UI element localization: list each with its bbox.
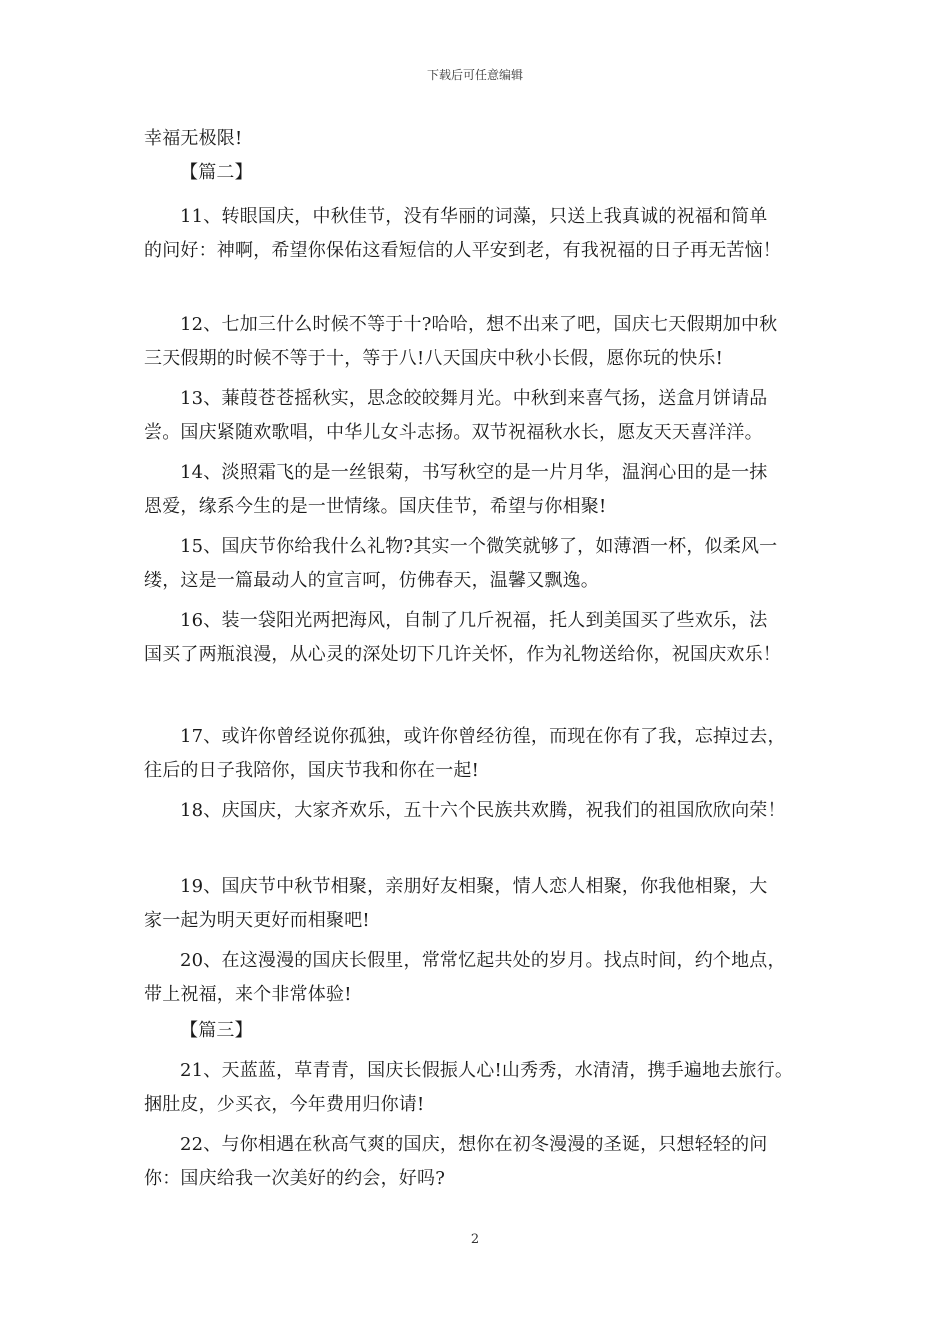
text-line: 20、在这漫漫的国庆长假里，常常忆起共处的岁月。找点时间，约个地点， [180,950,786,971]
text-line: 的问好：神啊，希望你保佑这看短信的人平安到老，有我祝福的日子再无苦恼！ [144,240,781,261]
page-number: 2 [470,1232,480,1247]
page-header: 下载后可任意编辑 [426,68,523,82]
text-line: 11、转眼国庆，中秋佳节，没有华丽的词藻，只送上我真诚的祝福和简单 [180,206,768,227]
text-line: 18、庆国庆，大家齐欢乐，五十六个民族共欢腾，祝我们的祖国欣欣向荣！ [180,800,786,821]
section-heading: 【篇三】 [180,1020,253,1041]
text-line: 13、蒹葭苍苍摇秋实，思念皎皎舞月光。中秋到来喜气扬，送盒月饼请品 [180,388,768,409]
text-line: 带上祝福，来个非常体验! [144,984,352,1005]
text-line: 往后的日子我陪你，国庆节我和你在一起! [144,760,480,781]
text-line: 恩爱，缘系今生的是一世情缘。国庆佳节，希望与你相聚! [144,496,607,517]
text-line: 家一起为明天更好而相聚吧! [144,910,370,931]
text-line: 14、淡照霜飞的是一丝银菊，书写秋空的是一片月华，温润心田的是一抹 [180,462,768,483]
text-line: 缕，这是一篇最动人的宣言呵，仿佛春天，温馨又飘逸。 [144,570,599,591]
text-line: 19、国庆节中秋节相聚，亲朋好友相聚，情人恋人相聚，你我他相聚，大 [180,876,768,897]
text-line: 12、七加三什么时候不等于十?哈哈，想不出来了吧，国庆七天假期加中秋 [180,314,778,335]
text-line: 幸福无极限! [144,128,243,149]
text-line: 捆肚皮，少买衣，今年费用归你请! [144,1094,425,1115]
text-line: 22、与你相遇在秋高气爽的国庆，想你在初冬漫漫的圣诞，只想轻轻的问 [180,1134,768,1155]
text-line: 三天假期的时候不等于十，等于八!八天国庆中秋小长假，愿你玩的快乐! [144,348,724,369]
text-line: 16、装一袋阳光两把海风，自制了几斤祝福，托人到美国买了些欢乐，法 [180,610,768,631]
text-line: 15、国庆节你给我什么礼物?其实一个微笑就够了，如薄酒一杯，似柔风一 [180,536,778,557]
text-line: 尝。国庆紧随欢歌唱，中华儿女斗志扬。双节祝福秋水长，愿友天天喜洋洋。 [144,422,763,443]
section-heading: 【篇二】 [180,162,253,183]
text-line: 17、或许你曾经说你孤独，或许你曾经彷徨，而现在你有了我，忘掉过去， [180,726,786,747]
text-line: 21、天蓝蓝，草青青，国庆长假振人心!山秀秀，水清清，携手遍地去旅行。 [180,1060,794,1081]
text-line: 你：国庆给我一次美好的约会，好吗? [144,1168,446,1189]
text-line: 国买了两瓶浪漫，从心灵的深处切下几许关怀，作为礼物送给你，祝国庆欢乐！ [144,644,781,665]
